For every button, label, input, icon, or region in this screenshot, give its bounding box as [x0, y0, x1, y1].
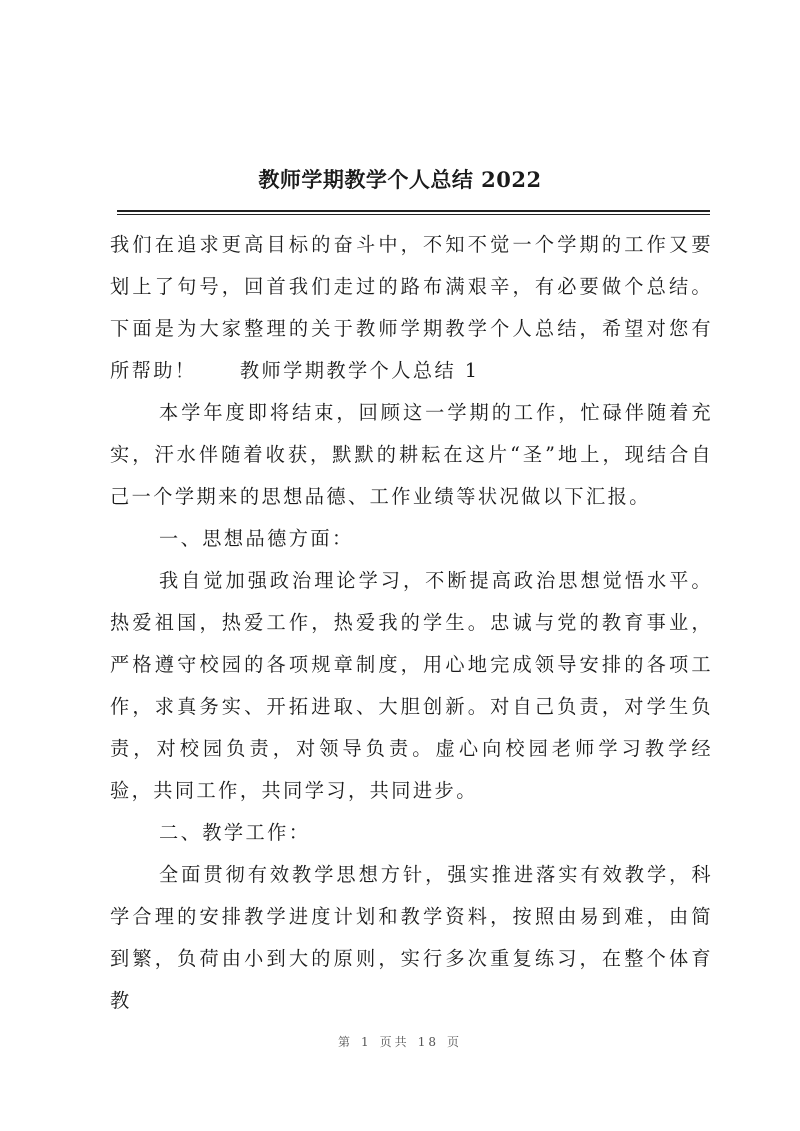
page-footer — [0, 1033, 800, 1050]
footer-label-ye: 页 — [446, 1035, 462, 1049]
footer-total-pages: 18 — [417, 1035, 439, 1049]
document-title: 教师学期教学个人总结 2022 — [258, 167, 542, 192]
title-rule-thin — [117, 214, 710, 215]
paragraph-moral: 我自觉加强政治理论学习，不断提高政治思想觉悟水平。热爱祖国，热爱工作，热爱我的学生。忠诚与党的教育事业，严格遵守校园的各项规章制度，用心地完成领导安排的各项工作，求真务实、开拓进取、大胆创新。对自己负责，对学生负责，对校园负责，对领导负责。虚心向校园老师学习教学经验，共同工作，共同学习，共同进步。 — [110, 569, 713, 802]
paragraph-opening: 本学年度即将结束，回顾这一学期的工作，忙碌伴随着充实，汗水伴随着收获，默默的耕耘在这片“圣”地上，现结合自己一个学期来的思想品德、工作业绩等状况做以下汇报。 — [110, 401, 713, 508]
paragraph-intro: 我们在追求更高目标的奋斗中，不知不觉一个学期的工作又要划上了句号，回首我们走过的路布满艰辛，有必要做个总结。下面是为大家整理的关于教师学期教学个人总结，希望对您有所帮助！ 教师学期教学个人总结 1 — [110, 233, 713, 382]
footer-label-ye-gong: 页共 — [379, 1035, 410, 1049]
section-heading-teaching: 二、教学工作： — [158, 821, 311, 844]
footer-label-di: 第 — [338, 1035, 354, 1049]
paragraph-teaching: 全面贯彻有效教学思想方针，强实推进落实有效教学，科学合理的安排教学进度计划和教学资料，按照由易到难，由简到繁，负荷由小到大的原则，实行多次重复练习，在整个体育教 — [110, 863, 713, 1012]
footer-current-page: 1 — [361, 1035, 372, 1049]
document-body — [110, 224, 713, 1022]
section-heading-moral: 一、思想品德方面： — [158, 527, 354, 550]
title-rule-thick — [117, 210, 710, 212]
